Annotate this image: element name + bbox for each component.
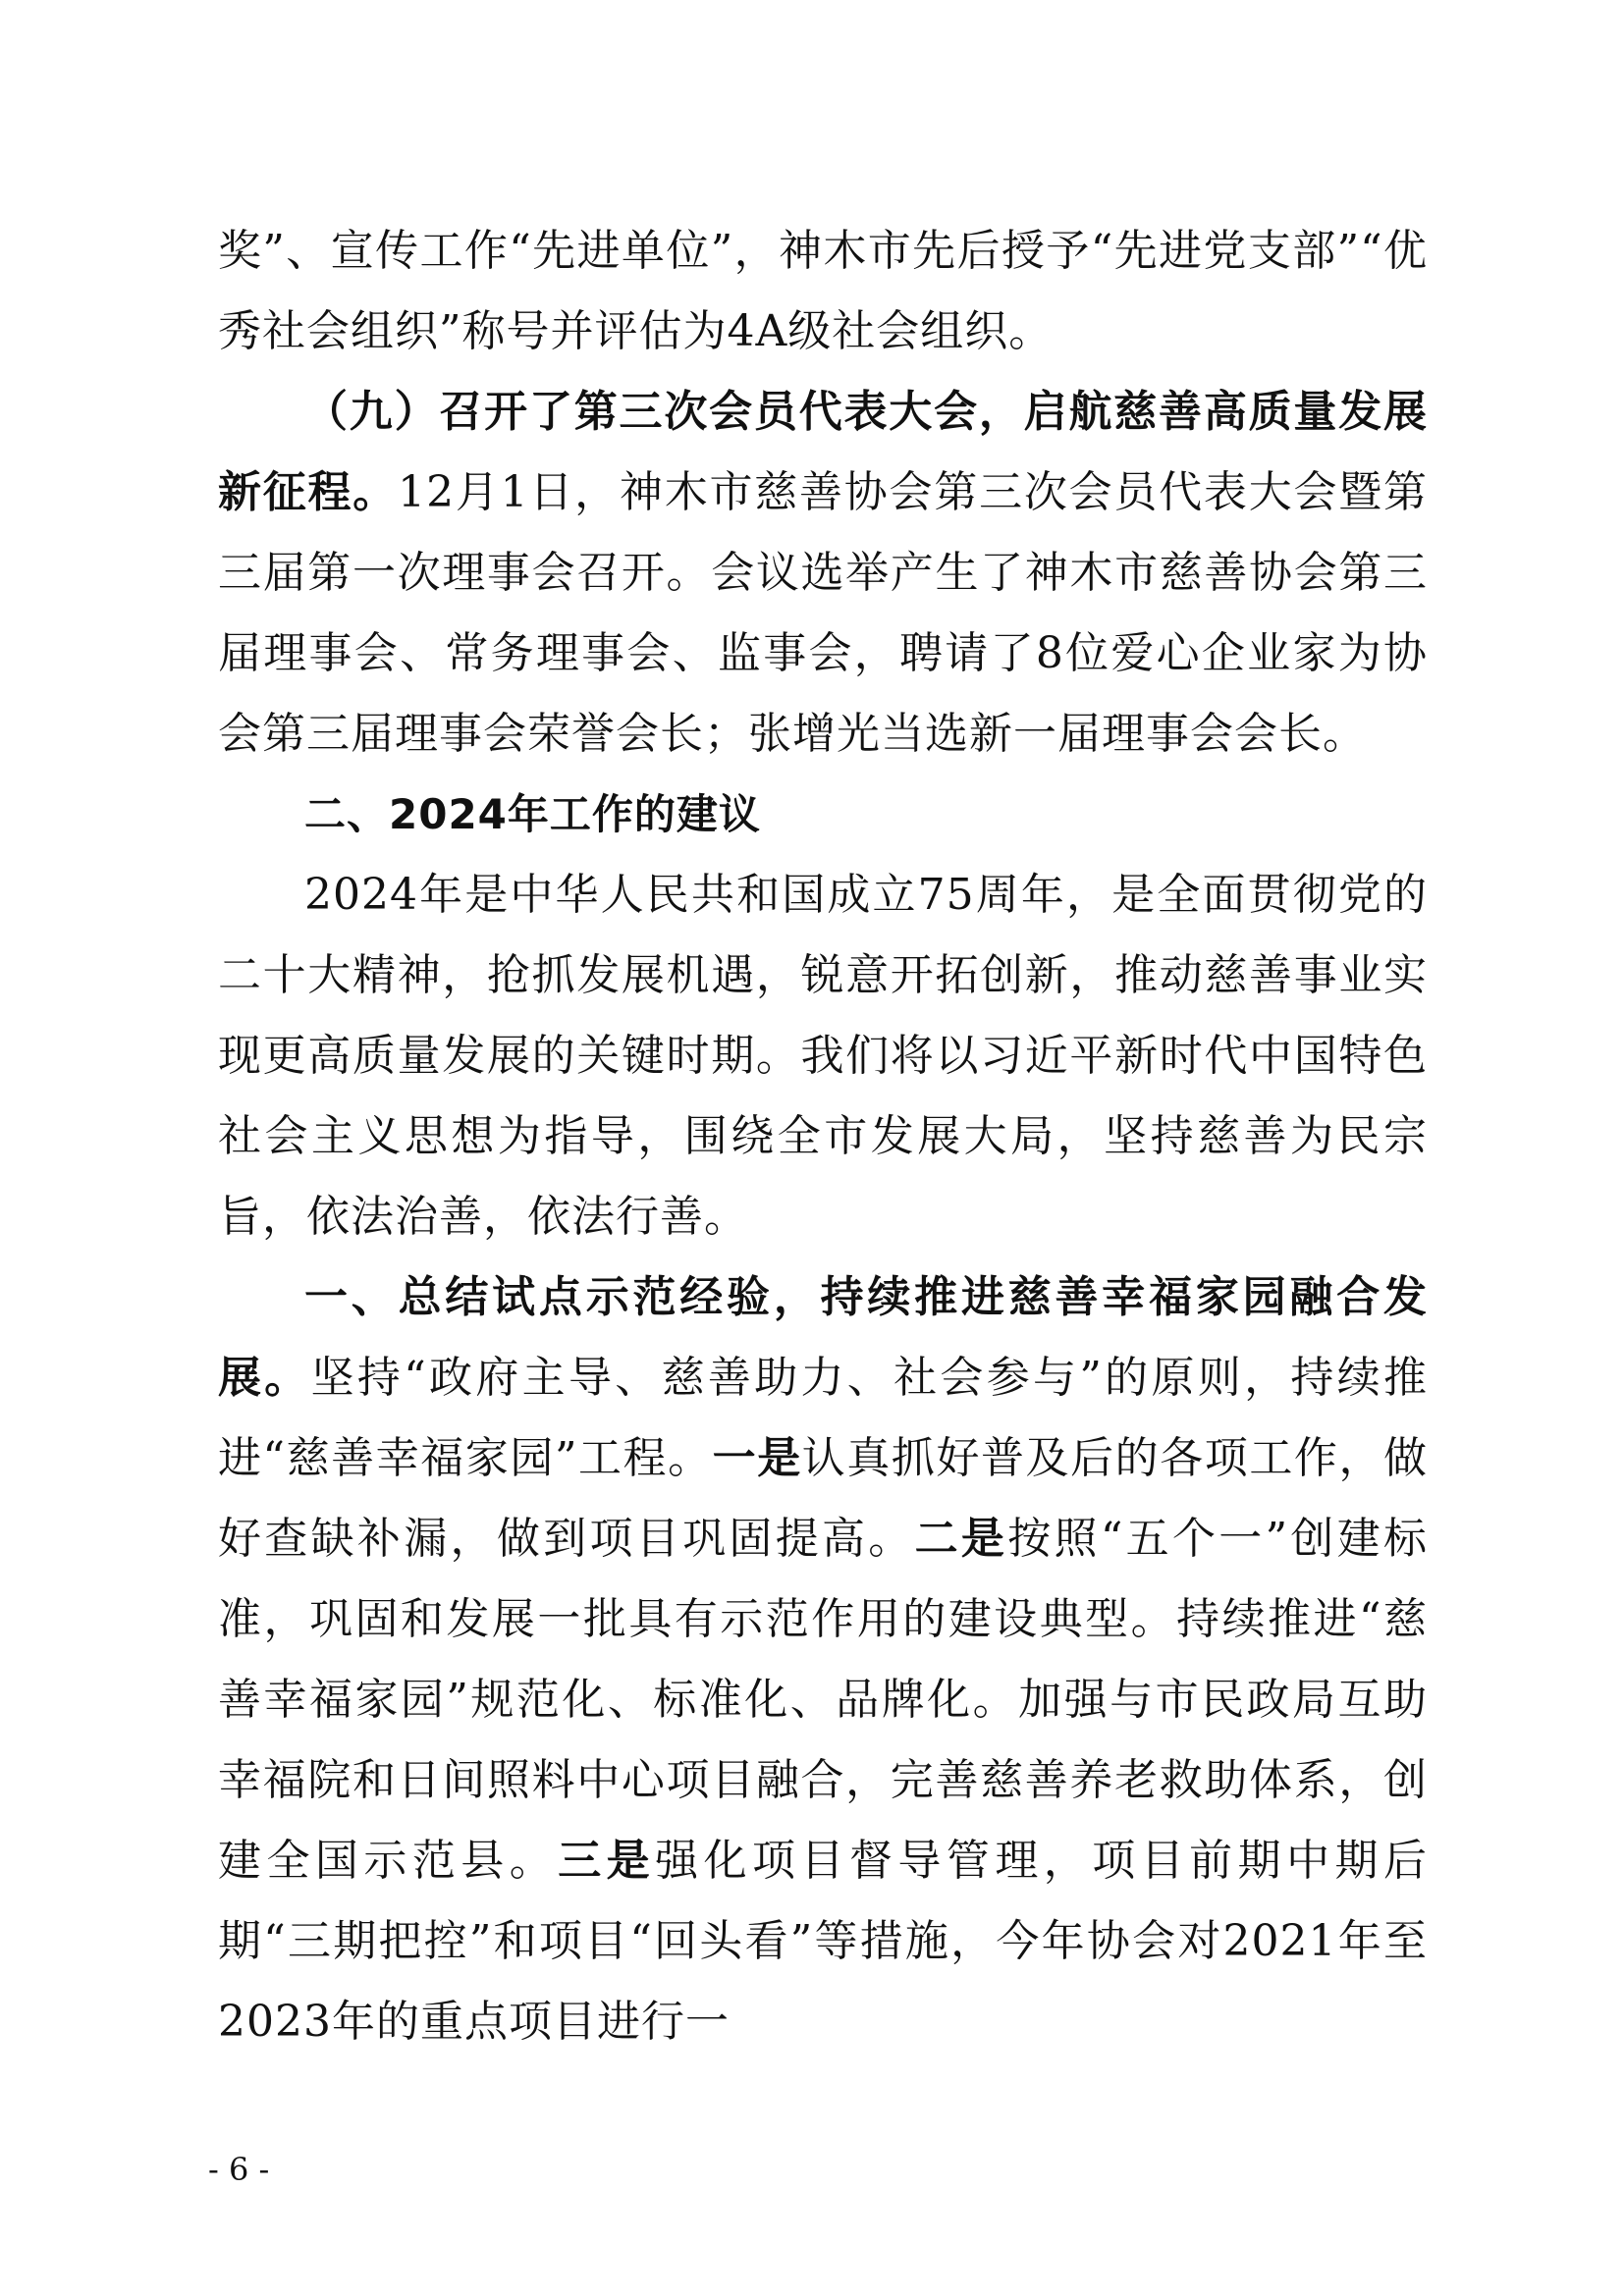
paragraph-text: 12月1日，神木市慈善协会第三次会员代表大会暨第三届第一次理事会召开。会议选举产生了神木市慈善协会第三届理事会、常务理事会、监事会，聘请了8位爱心企业家为协会第三届理事会荣誉会长；张增光当选新一届理事会会长。 — [218, 467, 1429, 759]
paragraph-item-one — [218, 1257, 1428, 2062]
text-segment: 认真抓好普及后的各项工作，做好查缺补漏，做到项目巩固提高。 — [218, 1433, 1429, 1564]
ordinal-marker: 一是 — [712, 1433, 802, 1483]
text-segment: 坚持“政府主导、慈善助力、社会参与”的原则，持续推进“慈善幸福家园”工程。 — [218, 1353, 1428, 1483]
paragraph-text: 2024年是中华人民共和国成立75周年，是全面贯彻党的二十大精神，抢抓发展机遇，锐意开拓创新，推动慈善事业实现更高质量发展的关键时期。我们将以习近平新时代中国特色社会主义思想为指导，围绕全市发展大局，坚持慈善为民宗旨，依法治善，依法行善。 — [218, 870, 1428, 1242]
ordinal-marker: 三是 — [558, 1836, 656, 1886]
ordinal-marker: 二是 — [914, 1514, 1008, 1564]
section-heading-two: 二、2024年工作的建议 — [304, 790, 761, 838]
page-number: - 6 - — [208, 2151, 270, 2188]
paragraph-item-nine — [218, 372, 1428, 774]
paragraph-text: 奖”、宣传工作“先进单位”，神木市先后授予“先进党支部”“优秀社会组织”称号并评估为4A级社会组织。 — [218, 226, 1428, 356]
item-nine-lead: （九）召开了第三次会员代表大会，启航慈善高质量发展新征程。 — [218, 387, 1428, 517]
text-segment: 强化项目督导管理，项目前期中期后期“三期把控”和项目“回头看”等措施，今年协会对2021年至2023年的重点项目进行一 — [218, 1836, 1429, 2047]
body-text — [218, 211, 1428, 2062]
item-one-lead: 一、总结试点示范经验，持续推进慈善幸福家园融合发展。 — [218, 1272, 1428, 1403]
text-segment: 按照“五个一”创建标准，巩固和发展一批具有示范作用的建设典型。持续推进“慈善幸福家园”规范化、标准化、品牌化。加强与市民政局互助幸福院和日间照料中心项目融合，完善慈善养老救助体系，创建全国示范县。 — [218, 1514, 1429, 1886]
paragraph-awards — [218, 211, 1428, 372]
paragraph-intro-2024 — [218, 855, 1428, 1257]
